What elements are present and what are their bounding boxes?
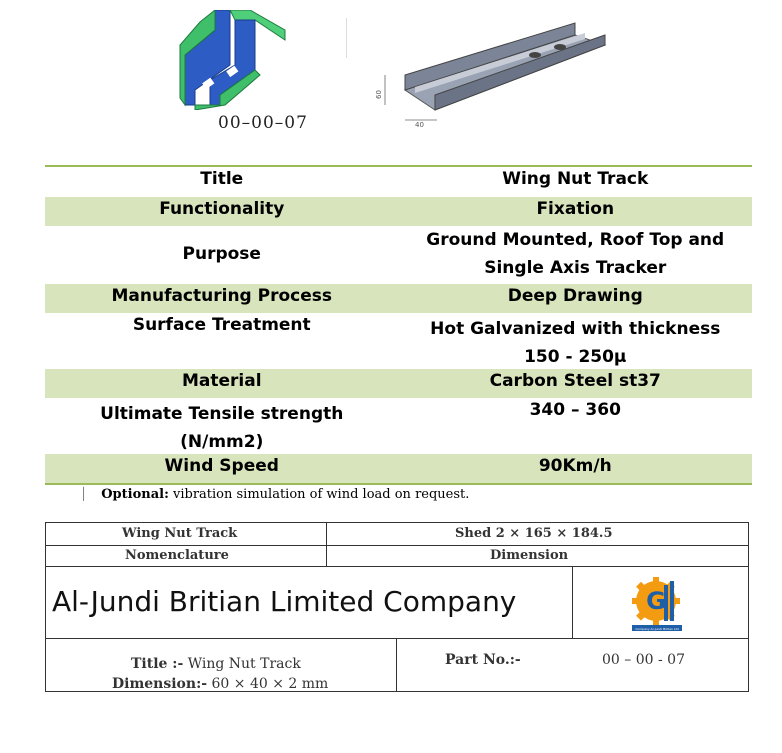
logo-caption: Company Al-Jundi Britian Ltd (635, 627, 679, 631)
dimension-text: 60 × 40 × 2 mm (207, 676, 329, 692)
spec-label (45, 454, 399, 483)
spec-value-line: 90Km/h (538, 456, 612, 476)
spec-row (45, 313, 752, 369)
spec-value (399, 454, 753, 483)
spec-label (45, 167, 399, 196)
spec-table-bottom-rule (45, 483, 752, 485)
spec-value (399, 197, 753, 226)
spec-label-line: Wind Speed (164, 456, 279, 476)
spec-value (399, 226, 753, 284)
spec-value-line: Carbon Steel st37 (489, 371, 661, 391)
spec-row (45, 226, 752, 284)
part-number-label: Part No.:- (445, 652, 521, 668)
title-label: Title :- (131, 656, 184, 672)
spec-row (45, 454, 752, 483)
spec-value-line: Wing Nut Track (502, 169, 649, 189)
width-dimension: 40 (415, 121, 424, 129)
dimension-label: Dimension:- (112, 676, 208, 692)
spec-value-line: Fixation (536, 199, 615, 219)
drawing-dimension (112, 673, 328, 692)
spec-label-line: (N/mm2) (180, 432, 264, 452)
spec-row (45, 398, 752, 454)
bullet-icon: │ (80, 487, 88, 501)
spec-label (45, 313, 399, 369)
spec-row (45, 167, 752, 196)
logo-letter: G (646, 587, 666, 615)
spec-label (45, 369, 399, 398)
spec-value-line: 150 - 250μ (524, 347, 627, 367)
spec-label (45, 226, 399, 284)
spec-row (45, 284, 752, 313)
nomenclature-value: Wing Nut Track (122, 526, 238, 541)
spec-value-line: 340 – 360 (529, 400, 621, 420)
spec-value-line: Deep Drawing (507, 286, 643, 306)
channel-technical-drawing (375, 15, 615, 130)
optional-note (80, 487, 469, 502)
height-dimension: 60 (375, 90, 383, 99)
dimension-header: Dimension (490, 548, 569, 563)
spec-label (45, 284, 399, 313)
spec-value (399, 398, 753, 454)
part-number-value: 00 – 00 - 07 (602, 652, 685, 668)
spec-value (399, 284, 753, 313)
spec-value-line: Hot Galvanized with thickness (430, 319, 721, 339)
spec-value-line: Single Axis Tracker (484, 258, 667, 278)
spec-label-line: Purpose (182, 244, 261, 264)
image-divider (346, 18, 347, 58)
channel-3d-illustration (175, 10, 295, 110)
dimension-value: Shed 2 × 165 × 184.5 (455, 526, 613, 541)
spec-label-line: Ultimate Tensile strength (100, 404, 344, 424)
spec-label (45, 197, 399, 226)
nomenclature-header: Nomenclature (125, 548, 229, 563)
spec-label-line: Manufacturing Process (111, 286, 333, 306)
spec-value (399, 167, 753, 196)
optional-label: Optional: (101, 487, 169, 502)
spec-label-line: Material (181, 371, 262, 391)
spec-value (399, 369, 753, 398)
company-name: Al-Jundi Britian Limited Company (52, 585, 517, 618)
company-logo (628, 575, 688, 635)
spec-label-line: Title (200, 169, 244, 189)
spec-label-line: Surface Treatment (132, 315, 311, 335)
drawing-title (131, 653, 301, 672)
spec-row (45, 369, 752, 398)
spec-value-line: Ground Mounted, Roof Top and (426, 230, 725, 250)
optional-text: vibration simulation of wind load on request. (168, 487, 470, 502)
part-code-caption: 00–00–07 (218, 113, 308, 133)
spec-label-line: Functionality (159, 199, 285, 219)
spec-row (45, 197, 752, 226)
title-value: Wing Nut Track (183, 656, 301, 672)
spec-label (45, 398, 399, 454)
spec-value (399, 313, 753, 369)
